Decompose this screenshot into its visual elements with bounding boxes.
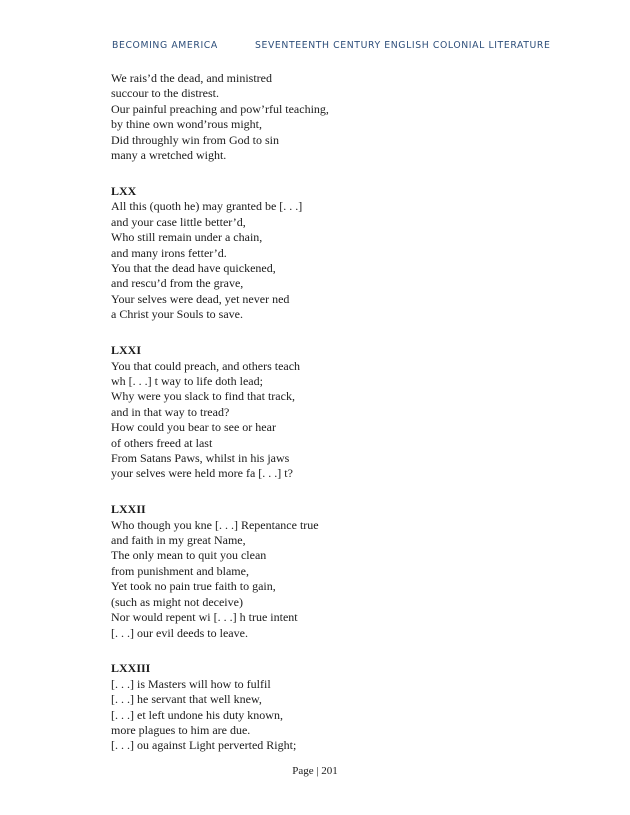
poem-line: [. . .] our evil deeds to leave. xyxy=(111,625,248,640)
poem-line: [. . .] he servant that well knew, xyxy=(111,692,262,707)
poem-line: many a wretched wight. xyxy=(111,148,227,163)
poem-line: Your selves were dead, yet never ned xyxy=(111,291,290,306)
poem-line: a Christ your Souls to save. xyxy=(111,307,243,322)
poem-line: more plagues to him are due. xyxy=(111,723,251,738)
stanza-heading: LXXIII xyxy=(111,661,151,676)
poem-line: and many irons fetter’d. xyxy=(111,245,227,260)
poem-line: Who still remain under a chain, xyxy=(111,230,263,245)
poem-line: and your case little better’d, xyxy=(111,214,246,229)
poem-line: Yet took no pain true faith to gain, xyxy=(111,579,276,594)
stanza-heading: LXXI xyxy=(111,343,142,358)
poem-line: You that the dead have quickened, xyxy=(111,260,276,275)
poem-line: succour to the distrest. xyxy=(111,86,219,101)
poem-line: [. . .] ou against Light perverted Right; xyxy=(111,738,297,753)
stanza xyxy=(111,502,531,641)
poem-line: We rais’d the dead, and ministred xyxy=(111,71,272,85)
poem-line: and faith in my great Name, xyxy=(111,533,246,548)
poem-line: You that could preach, and others teach xyxy=(111,358,301,373)
poem-line: [. . .] is Masters will how to fulfil xyxy=(111,676,271,691)
poem-body xyxy=(111,71,531,774)
poem-line: from punishment and blame, xyxy=(111,563,249,578)
stanza xyxy=(111,71,531,163)
stanza xyxy=(111,343,531,482)
poem-line: wh [. . .] t way to life doth lead; xyxy=(111,373,263,388)
poem-line: Nor would repent wi [. . .] h true intent xyxy=(111,610,298,625)
stanza xyxy=(111,184,531,323)
poem-line: Why were you slack to find that track, xyxy=(111,389,295,404)
poem-line: Our painful preaching and pow’rful teaching, xyxy=(111,101,329,116)
poem-line: and in that way to tread? xyxy=(111,404,230,419)
poem-line: [. . .] et left undone his duty known, xyxy=(111,707,283,722)
poem-line: From Satans Paws, whilst in his jaws xyxy=(111,450,290,465)
poem-line: by thine own wond’rous might, xyxy=(111,117,262,132)
header-right-title: SEVENTEENTH CENTURY ENGLISH COLONIAL LITERATURE xyxy=(255,40,551,51)
stanza xyxy=(111,661,531,753)
poem-line: All this (quoth he) may granted be [. . .] xyxy=(111,199,303,214)
poem-line: your selves were held more fa [. . .] t? xyxy=(111,466,293,481)
poem-line: Did throughly win from God to sin xyxy=(111,132,279,147)
poem-line: Who though you kne [. . .] Repentance true xyxy=(111,517,319,532)
poem-line: and rescu’d from the grave, xyxy=(111,276,244,291)
poem-line: How could you bear to see or hear xyxy=(111,420,276,435)
stanza-heading: LXXII xyxy=(111,502,146,517)
stanza-heading: LXX xyxy=(111,183,137,198)
poem-line: of others freed at last xyxy=(111,435,213,450)
header-left-title: BECOMING AMERICA xyxy=(112,40,218,51)
poem-line: (such as might not deceive) xyxy=(111,594,243,609)
poem-line: The only mean to quit you clean xyxy=(111,548,267,563)
page-number: Page | 201 xyxy=(292,765,338,777)
